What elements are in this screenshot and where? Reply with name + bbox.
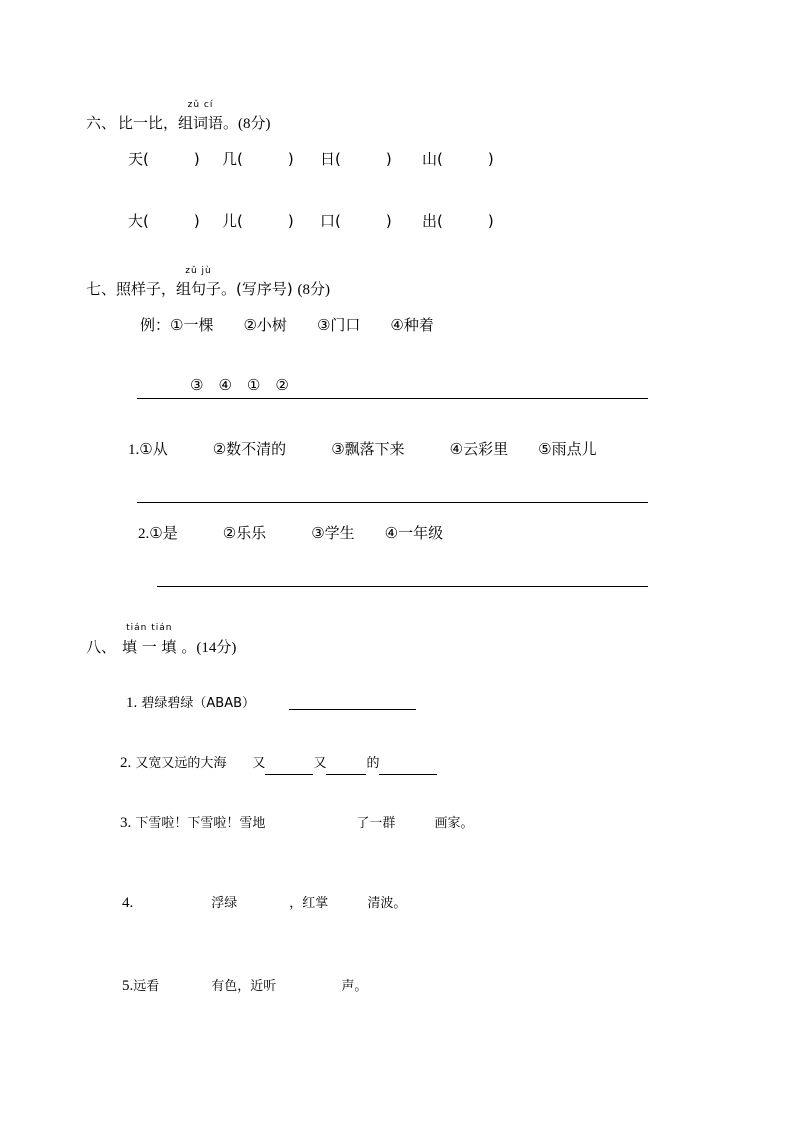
seven-q1-choice-1: ①从 (139, 440, 168, 458)
seven-q1-choice-3: ③飘落下来 (331, 440, 405, 458)
seven-example-item-2: ②小树 (243, 316, 287, 334)
eight-question-2 (120, 752, 437, 775)
seven-example-item-1: ①一棵 (170, 316, 214, 334)
seven-example-answer: ③ ④ ① ② (190, 376, 289, 394)
seven-question-1 (128, 438, 597, 462)
eight-q2-blank-1 (265, 760, 313, 775)
six-row1-item2: 几( ) (222, 150, 294, 168)
eight-q3-label: 3. (120, 815, 132, 831)
eight-question-5 (122, 975, 367, 998)
seven-question-2-label: 2. (138, 526, 150, 542)
section-eight-title-ruby (122, 623, 177, 659)
six-row1-item3: 日( ) (320, 150, 392, 168)
seven-example-label: 例： (140, 316, 171, 334)
section-seven-pinyin: zǔ jù (185, 266, 212, 276)
section-seven-title-word: 组句子 (176, 280, 222, 298)
section-seven-title-ruby (176, 266, 222, 301)
seven-q2-choice-4: ④一年级 (384, 524, 444, 542)
section-six-pinyin: zǔ cí (187, 100, 214, 110)
section-eight-heading (122, 623, 237, 660)
section-six-title-ruby (178, 100, 224, 135)
eight-q1-text: 碧绿碧绿（ABAB） (141, 696, 256, 711)
eight-q4-label: 4. (122, 895, 134, 911)
seven-example-answer-rule (137, 398, 648, 399)
seven-q1-choice-5: ⑤雨点儿 (538, 440, 597, 458)
section-seven-title-prefix: 照样子， (116, 280, 177, 298)
eight-question-1 (126, 692, 255, 715)
eight-q5-end: 声。 (341, 979, 368, 994)
seven-example-item-4: ④种着 (390, 316, 434, 334)
six-row2-item1: 大( ) (128, 212, 200, 230)
eight-q1-label: 1. (126, 695, 138, 711)
seven-q2-choice-1: ①是 (149, 524, 178, 542)
eight-q2-blank-2 (326, 760, 366, 775)
section-six-title-prefix: 比一比， (118, 114, 179, 132)
seven-q1-answer-rule (137, 502, 648, 503)
eight-q3-end: 画家。 (434, 816, 474, 831)
six-row2-item4: 出( ) (422, 212, 494, 230)
eight-q2-tail1: 又 (252, 756, 266, 771)
seven-example (140, 314, 434, 337)
seven-q2-choice-3: ③学生 (311, 524, 355, 542)
eight-question-4 (122, 892, 406, 915)
section-seven-heading (116, 266, 331, 302)
seven-example-item-3: ③门口 (316, 316, 361, 334)
eight-q4-text: 浮绿 (211, 896, 238, 911)
seven-q2-choice-2: ②乐乐 (222, 524, 267, 542)
eight-q3-text: 下雪啦！下雪啦！雪地 (135, 816, 266, 831)
eight-q5-mid: 有色，近听 (211, 979, 277, 994)
eight-q2-text: 又宽又远的大海 (135, 756, 227, 771)
section-seven-score: (8分) (297, 282, 331, 298)
eight-q3-mid: 了一群 (356, 816, 396, 831)
six-row2-item2: 儿( ) (222, 212, 294, 230)
seven-q1-choice-4: ④云彩里 (449, 440, 509, 458)
eight-q4-end: 清波。 (367, 896, 407, 911)
eight-q1-blank (289, 709, 416, 710)
six-row1-item4: 山( ) (422, 150, 494, 168)
eight-q2-label: 2. (120, 755, 132, 771)
section-eight-title-suffix: 。 (176, 638, 197, 656)
eight-q5-text: 远看 (133, 979, 160, 994)
seven-q1-choice-2: ②数不清的 (212, 440, 287, 458)
eight-q4-mid: ，红掌 (289, 896, 329, 911)
section-seven-title-suffix: 。(写序号) (221, 280, 293, 298)
eight-q5-label: 5. (122, 978, 134, 994)
section-six-number: 六、 (86, 114, 117, 132)
six-row1-item1: 天( ) (128, 150, 200, 168)
section-six-title-word: 组词语 (178, 114, 224, 132)
section-eight-title-word: 填 一 填 (122, 638, 177, 656)
section-eight-score: (14分) (196, 640, 237, 656)
eight-q2-tail3: 的 (366, 756, 380, 771)
section-six-heading (118, 100, 271, 136)
section-six-score: (8分) (238, 116, 271, 132)
eight-question-3 (120, 812, 473, 835)
seven-q2-answer-rule (157, 586, 648, 587)
section-seven-number: 七、 (86, 280, 117, 298)
seven-question-2 (138, 522, 443, 546)
section-six-title-suffix: 。 (223, 114, 239, 132)
section-eight-number: 八、 (86, 638, 117, 656)
eight-q2-tail2: 又 (313, 756, 327, 771)
eight-q2-blank-3 (379, 760, 437, 775)
section-eight-pinyin: tián tián (126, 623, 173, 633)
six-row2-item3: 口( ) (320, 212, 392, 230)
seven-question-1-label: 1. (128, 442, 140, 458)
